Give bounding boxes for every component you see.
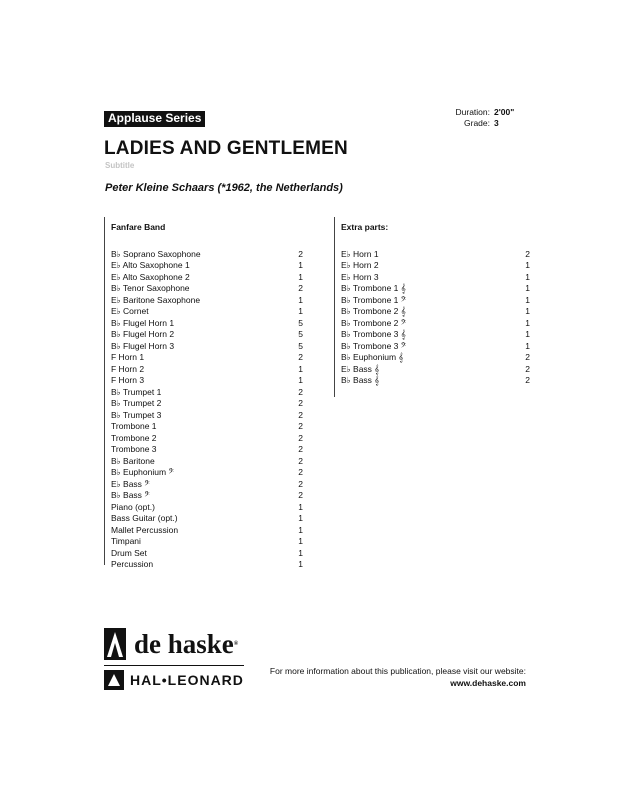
part-name: Piano (opt.) xyxy=(111,501,155,512)
part-name: E♭ Alto Saxophone 2 xyxy=(111,271,190,282)
part-name: B♭ Flugel Horn 3 xyxy=(111,340,175,351)
part-name: E♭ Bass 𝄢 xyxy=(111,478,150,489)
part-name: F Horn 1 xyxy=(111,352,145,362)
part-row xyxy=(111,536,303,548)
part-row xyxy=(111,490,303,502)
part-row xyxy=(111,295,303,307)
part-count: 2 xyxy=(298,386,303,397)
part-count: 1 xyxy=(298,524,303,535)
part-row xyxy=(111,467,303,479)
part-count: 5 xyxy=(298,340,303,351)
part-row xyxy=(111,525,303,537)
part-count: 1 xyxy=(298,559,303,569)
registered-mark: ® xyxy=(233,641,239,647)
part-row xyxy=(111,272,303,284)
part-row xyxy=(111,329,303,341)
part-name: B♭ Bass 𝄞 xyxy=(341,375,380,385)
part-count: 1 xyxy=(525,306,530,316)
part-count: 1 xyxy=(525,317,530,328)
part-name: E♭ Bass 𝄞 xyxy=(341,363,380,374)
part-name: B♭ Flugel Horn 2 xyxy=(111,329,175,339)
part-count: 1 xyxy=(525,283,530,293)
part-name: B♭ Bass 𝄢 xyxy=(111,490,150,500)
page-title: LADIES AND GENTLEMEN xyxy=(104,138,348,159)
hal-leonard-wordmark: HAL•LEONARD xyxy=(130,672,244,688)
part-count: 2 xyxy=(298,444,303,454)
part-count: 5 xyxy=(298,317,303,328)
part-row xyxy=(111,387,303,399)
part-row xyxy=(341,295,530,307)
part-count: 2 xyxy=(298,409,303,420)
part-row xyxy=(341,272,530,284)
grade-row xyxy=(430,118,540,129)
part-row xyxy=(111,352,303,364)
part-name: B♭ Trumpet 2 xyxy=(111,398,162,408)
part-row xyxy=(341,283,530,295)
part-row xyxy=(111,433,303,445)
part-name: B♭ Trumpet 3 xyxy=(111,409,162,420)
extra-parts-column xyxy=(334,217,540,397)
part-count: 2 xyxy=(298,398,303,408)
part-count: 1 xyxy=(298,363,303,374)
part-count: 1 xyxy=(298,536,303,546)
part-name: Bass Guitar (opt.) xyxy=(111,513,178,523)
part-name: B♭ Trombone 2 𝄞 xyxy=(341,306,406,316)
part-count: 2 xyxy=(525,375,530,385)
part-count: 1 xyxy=(525,271,530,282)
grade-value: 3 xyxy=(494,118,499,128)
part-name: Timpani xyxy=(111,536,141,546)
part-count: 2 xyxy=(298,490,303,500)
part-row xyxy=(341,329,530,341)
part-row xyxy=(111,283,303,295)
part-row xyxy=(111,444,303,456)
part-count: 1 xyxy=(298,294,303,305)
part-name: E♭ Horn 2 xyxy=(341,260,379,270)
part-name: B♭ Tenor Saxophone xyxy=(111,283,190,293)
part-count: 1 xyxy=(298,375,303,385)
part-row xyxy=(111,364,303,376)
duration-row xyxy=(430,107,540,118)
logo-divider xyxy=(104,665,244,666)
part-count: 2 xyxy=(298,248,303,259)
part-name: B♭ Baritone xyxy=(111,455,155,466)
fanfare-band-column xyxy=(104,217,318,569)
part-name: B♭ Trombone 3 𝄢 xyxy=(341,340,407,351)
part-row xyxy=(111,318,303,330)
part-name: F Horn 3 xyxy=(111,375,145,385)
de-haske-name: de haske xyxy=(134,629,234,659)
de-haske-wordmark xyxy=(134,629,238,659)
subtitle: Subtitle xyxy=(105,161,135,170)
part-name: B♭ Trombone 1 𝄢 xyxy=(341,294,407,305)
part-name: B♭ Trombone 3 𝄞 xyxy=(341,329,406,339)
part-row xyxy=(111,398,303,410)
part-row xyxy=(111,513,303,525)
part-name: Trombone 3 xyxy=(111,444,157,454)
hal-leonard-logo xyxy=(104,669,244,691)
part-row xyxy=(111,421,303,433)
part-row xyxy=(111,249,303,261)
part-row xyxy=(111,456,303,468)
part-count: 2 xyxy=(298,478,303,489)
part-name: Drum Set xyxy=(111,547,147,558)
part-name: B♭ Euphonium 𝄞 xyxy=(341,352,404,362)
part-count: 2 xyxy=(298,283,303,293)
part-count: 1 xyxy=(298,260,303,270)
publisher-logo xyxy=(104,625,244,691)
website-link[interactable]: www.dehaske.com xyxy=(450,677,526,688)
part-name: B♭ Trombone 1 𝄞 xyxy=(341,283,406,293)
part-row xyxy=(341,364,530,376)
part-row xyxy=(341,249,530,261)
part-row xyxy=(111,502,303,514)
grade-label: Grade: xyxy=(464,118,490,128)
part-name: E♭ Baritone Saxophone xyxy=(111,294,201,305)
part-row xyxy=(111,306,303,318)
part-row xyxy=(111,548,303,560)
part-count: 2 xyxy=(298,467,303,477)
part-count: 1 xyxy=(525,340,530,351)
part-name: F Horn 2 xyxy=(111,363,145,374)
part-name: B♭ Trombone 2 𝄢 xyxy=(341,317,407,328)
part-count: 2 xyxy=(298,352,303,362)
extra-parts-list xyxy=(341,249,540,387)
part-name: E♭ Horn 1 xyxy=(341,248,379,259)
hal-leonard-mark-icon xyxy=(104,670,124,690)
duration-label: Duration: xyxy=(455,107,490,117)
part-name: B♭ Euphonium 𝄢 xyxy=(111,467,174,477)
duration-grade-block xyxy=(430,107,540,129)
part-name: B♭ Trumpet 1 xyxy=(111,386,162,397)
part-count: 1 xyxy=(298,306,303,316)
part-row xyxy=(341,260,530,272)
fanfare-band-list xyxy=(111,249,318,571)
duration-value: 2'00" xyxy=(494,107,515,117)
part-count: 2 xyxy=(525,248,530,259)
part-row xyxy=(341,306,530,318)
part-name: B♭ Soprano Saxophone xyxy=(111,248,201,259)
part-name: Trombone 1 xyxy=(111,421,157,431)
part-count: 2 xyxy=(298,455,303,466)
part-count: 5 xyxy=(298,329,303,339)
part-row xyxy=(111,375,303,387)
part-count: 1 xyxy=(298,547,303,558)
part-row xyxy=(341,352,530,364)
part-count: 2 xyxy=(525,363,530,374)
part-name: E♭ Horn 3 xyxy=(341,271,379,282)
part-row xyxy=(111,479,303,491)
part-count: 2 xyxy=(298,421,303,431)
part-row xyxy=(111,260,303,272)
part-count: 1 xyxy=(525,294,530,305)
part-name: Mallet Percussion xyxy=(111,524,179,535)
part-count: 1 xyxy=(298,513,303,523)
part-count: 1 xyxy=(298,501,303,512)
part-name: E♭ Cornet xyxy=(111,306,149,316)
website-info xyxy=(260,666,526,689)
part-count: 1 xyxy=(525,329,530,339)
part-row xyxy=(111,341,303,353)
de-haske-logo xyxy=(104,625,244,663)
part-row xyxy=(341,375,530,387)
part-row xyxy=(341,318,530,330)
part-name: E♭ Alto Saxophone 1 xyxy=(111,260,190,270)
part-count: 1 xyxy=(298,271,303,282)
part-count: 2 xyxy=(525,352,530,362)
part-count: 1 xyxy=(525,260,530,270)
fanfare-band-heading: Fanfare Band xyxy=(111,222,166,232)
part-name: B♭ Flugel Horn 1 xyxy=(111,317,175,328)
part-row xyxy=(111,559,303,571)
series-badge: Applause Series xyxy=(104,111,205,127)
info-text: For more information about this publication, please visit our website: xyxy=(269,666,526,676)
part-name: Trombone 2 xyxy=(111,432,157,443)
part-name: Percussion xyxy=(111,559,154,569)
part-row xyxy=(111,410,303,422)
composer: Peter Kleine Schaars (*1962, the Netherlands) xyxy=(105,182,343,194)
extra-parts-heading: Extra parts: xyxy=(341,222,389,232)
part-row xyxy=(341,341,530,353)
de-haske-mark-icon xyxy=(104,628,126,660)
part-count: 2 xyxy=(298,432,303,443)
